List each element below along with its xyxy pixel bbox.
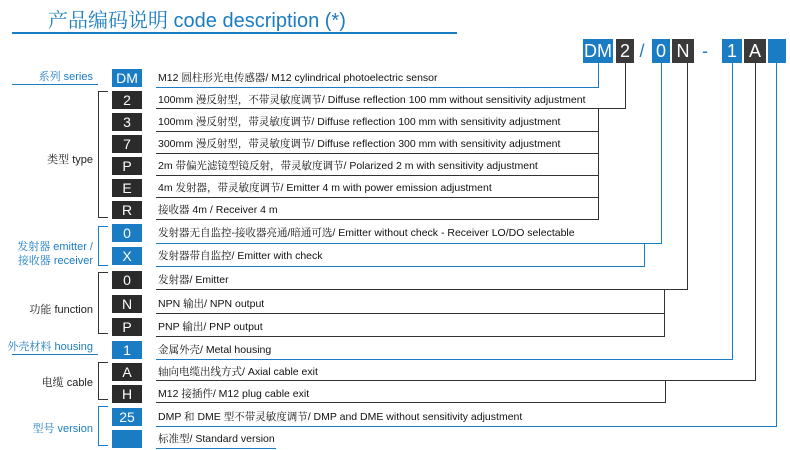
code-separator-dash: -: [702, 41, 708, 61]
desc-emitter-x: 发射器带自监控/ Emitter with check: [158, 250, 323, 262]
connector-version-h2: [156, 448, 276, 449]
desc-cable-a: 轴向电缆出线方式/ Axial cable exit: [158, 366, 318, 378]
function-bracket: [98, 272, 108, 334]
connector-emitter-v-inner: [644, 243, 645, 267]
title-underline: [12, 32, 457, 34]
page-title: 产品编码说明 code description (*): [48, 10, 346, 32]
code-square-type-3: 3: [112, 113, 142, 131]
desc-type-e: 4m 发射器，带灵敏度调节/ Emitter 4 m with power emission adjustment: [158, 182, 492, 194]
connector-function-v-inner: [664, 289, 665, 337]
connector-type-h3: [156, 153, 599, 154]
code-square-emitter-x: X: [112, 247, 142, 265]
code-square-type-7: 7: [112, 135, 142, 153]
code-square-cable-a: A: [112, 363, 142, 381]
code-separator-slash: /: [639, 41, 645, 61]
desc-type-r: 接收器 4m / Receiver 4 m: [158, 204, 278, 216]
connector-series-v: [598, 63, 599, 88]
series-underline: [12, 84, 98, 85]
code-square-housing-1: 1: [112, 341, 142, 359]
code-square-emitter-0: 0: [112, 224, 142, 242]
group-label-emitter: 发射器 emitter /: [17, 241, 93, 253]
code-segment-emitter: 0: [652, 39, 670, 63]
connector-cable-h2: [156, 402, 666, 403]
housing-underline: [12, 354, 98, 355]
connector-cable-v: [755, 63, 756, 381]
code-square-type-r: R: [112, 201, 142, 219]
connector-cable-v-inner: [665, 380, 666, 403]
type-bracket: [98, 91, 108, 218]
connector-emitter-join: [644, 243, 662, 244]
code-square-type-p: P: [112, 157, 142, 175]
connector-type-v-inner: [598, 108, 599, 220]
code-square-type-2: 2: [112, 91, 142, 109]
code-segment-type: 2: [616, 39, 634, 63]
code-segment-series: DM: [584, 41, 612, 61]
connector-type-h6: [156, 219, 599, 220]
connector-version-h1: [156, 426, 777, 427]
code-segment-function: N: [672, 39, 694, 63]
connector-type-h4: [156, 175, 599, 176]
desc-type-2: 100mm 漫反射型，不带灵敏度调节/ Diffuse reflection 100 mm without sensitivity adjustment: [158, 94, 586, 106]
group-label-cable: 电缆 cable: [41, 377, 93, 389]
connector-type-h5: [156, 197, 599, 198]
connector-function-v: [687, 63, 688, 290]
connector-emitter-h1: [156, 243, 644, 244]
connector-function-h2: [156, 313, 665, 314]
connector-type-h1: [156, 108, 625, 109]
desc-cable-h: M12 接插件/ M12 plug cable exit: [158, 388, 310, 400]
version-bracket: [98, 406, 108, 446]
code-square-function-0: 0: [112, 271, 142, 289]
desc-function-n: NPN 输出/ NPN output: [158, 298, 265, 310]
connector-function-h1: [156, 289, 688, 290]
group-label-receiver: 接收器 receiver: [17, 255, 93, 267]
code-square-version-25: 25: [112, 408, 142, 426]
connector-emitter-h2: [156, 266, 644, 267]
desc-type-3: 100mm 漫反射型，带灵敏度调节/ Diffuse reflection 100 mm with sensitivity adjustment: [158, 116, 561, 128]
group-label-housing: 外壳材料 housing: [7, 341, 93, 353]
code-square-dm: DM: [112, 69, 142, 87]
desc-function-0: 发射器/ Emitter: [158, 274, 229, 286]
emitter-bracket: [98, 226, 108, 266]
code-square-type-e: E: [112, 179, 142, 197]
desc-type-p: 2m 带偏光滤镜型镜反射，带灵敏度调节/ Polarized 2 m with sensitivity adjustment: [158, 160, 538, 172]
connector-cable-h1: [156, 380, 756, 381]
connector-function-h3: [156, 336, 665, 337]
connector-housing-v: [732, 63, 733, 360]
desc-version-standard: 标准型/ Standard version: [158, 433, 275, 445]
connector-type-v: [625, 63, 626, 109]
desc-housing-1: 金属外壳/ Metal housing: [158, 344, 272, 356]
connector-housing-h: [156, 359, 733, 360]
code-segment-version: [768, 39, 786, 63]
desc-dm: M12 圆柱形光电传感器/ M12 cylindrical photoelectric sensor: [158, 72, 438, 84]
group-label-version: 型号 version: [32, 423, 93, 435]
connector-version-v: [776, 63, 777, 427]
connector-series-h: [156, 87, 598, 88]
code-square-function-n: N: [112, 295, 142, 313]
code-square-function-p: P: [112, 318, 142, 336]
group-label-series: 系列 series: [38, 71, 93, 83]
desc-emitter-0: 发射器无自监控-接收器亮通/暗通可选/ Emitter without check - Receiver LO/DO selectable: [158, 227, 575, 239]
code-square-cable-h: H: [112, 385, 142, 403]
code-square-version-standard: [112, 430, 142, 448]
connector-emitter-v: [661, 63, 662, 244]
code-segment-cable: A: [744, 39, 766, 63]
cable-bracket: [98, 362, 108, 400]
group-label-type: 类型 type: [47, 154, 93, 166]
desc-type-7: 300mm 漫反射型，带灵敏度调节/ Diffuse reflection 300 mm with sensitivity adjustment: [158, 138, 561, 150]
desc-version-25: DMP 和 DME 型不带灵敏度调节/ DMP and DME without sensitivity adjustment: [158, 411, 523, 423]
group-label-function: 功能 function: [29, 304, 93, 316]
desc-function-p: PNP 输出/ PNP output: [158, 321, 263, 333]
connector-type-h2: [156, 131, 599, 132]
code-segment-housing: 1: [722, 39, 742, 63]
